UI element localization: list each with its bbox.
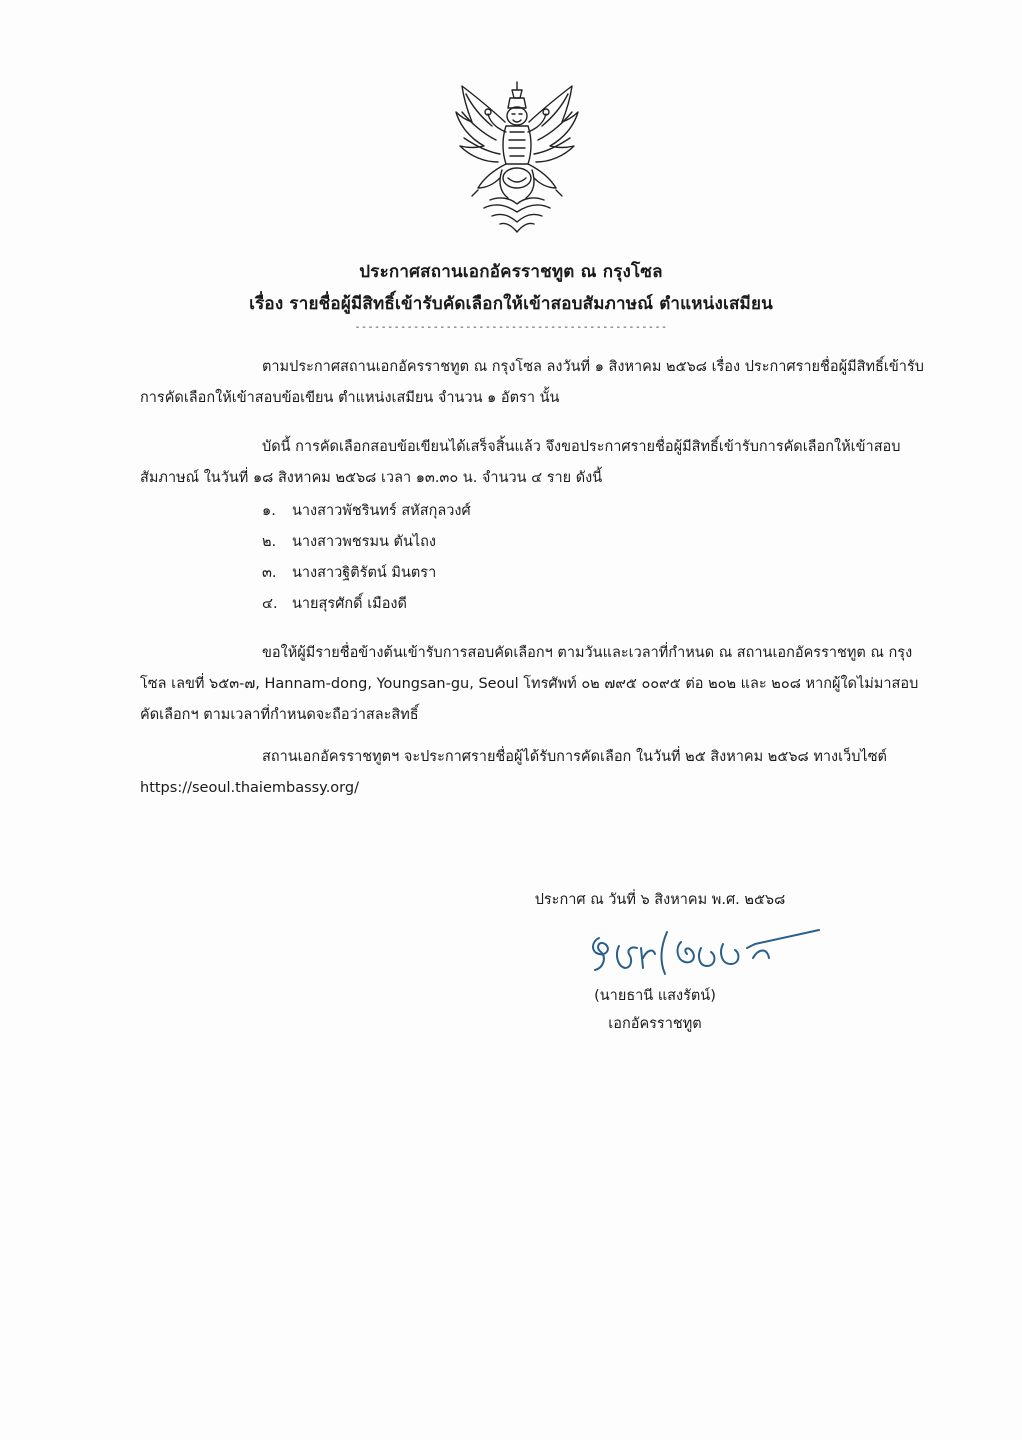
list-item-name: นางสาวฐิติรัตน์ มินตรา — [292, 565, 437, 581]
list-item-name: นางสาวพชรมน ตันไถง — [292, 534, 437, 550]
announcement-subject: เรื่อง รายชื่อผู้มีสิทธิ์เข้ารับคัดเลือกให้เข้าสอบสัมภาษณ์ ตำแหน่งเสมียน — [249, 294, 773, 314]
paragraph-results-notice-text: สถานเอกอัครราชทูตฯ จะประกาศรายชื่อผู้ได้รับการคัดเลือก ในวันที่ ๒๕ สิงหาคม ๒๕๖๘ ทางเว็บไซต์ https://seoul.thaiembassy.org/ — [140, 749, 887, 796]
paragraph-instructions-text: ขอให้ผู้มีรายชื่อข้างต้นเข้ารับการสอบคัดเลือกฯ ตามวันและเวลาที่กำหนด ณ สถานเอกอัครราชทูต ณ กรุงโซล เลขที่ ๖๕๓-๗, Hannam-dong, Youngsan-gu, Seoul โทรศัพท์ ๐๒ ๗๙๕ ๐๐๙๕ ต่อ ๒๐๒ และ ๒๐๘ หากผู้ใดไม่มาสอบคัดเลือกฯ ตามเวลาที่กำหนดจะถือว่าสละสิทธิ์ — [140, 645, 919, 723]
list-item — [262, 527, 471, 558]
paragraph-reference — [140, 352, 935, 414]
list-item-number: ๒. — [262, 534, 277, 550]
announcement-title: ประกาศสถานเอกอัครราชทูต ณ กรุงโซล — [359, 262, 663, 282]
list-item — [262, 558, 471, 589]
paragraph-announcement — [140, 432, 935, 494]
paragraph-announcement-text: บัดนี้ การคัดเลือกสอบข้อเขียนได้เสร็จสิ้นแล้ว จึงขอประกาศรายชื่อผู้มีสิทธิ์เข้ารับการคัดเลือกให้เข้าสอบสัมภาษณ์ ในวันที่ ๑๘ สิงหาคม ๒๕๖๘ เวลา ๑๓.๓๐ น. จำนวน ๔ ราย ดังนี้ — [140, 439, 901, 486]
garuda-emblem-icon — [450, 78, 585, 238]
signatory-name: (นายธานี แสงรัตน์) — [594, 988, 716, 1004]
paragraph-reference-text: ตามประกาศสถานเอกอัครราชทูต ณ กรุงโซล ลงวันที่ ๑ สิงหาคม ๒๕๖๘ เรื่อง ประกาศรายชื่อผู้มีสิทธิ์เข้ารับการคัดเลือกให้เข้าสอบข้อเขียน ตำแหน่งเสมียน จำนวน ๑ อัตรา นั้น — [140, 359, 924, 406]
signatory-position: เอกอัครราชทูต — [608, 1016, 702, 1032]
candidate-list — [262, 496, 471, 620]
divider-line: ------------------------------------------------ — [354, 322, 668, 333]
paragraph-instructions — [140, 638, 935, 731]
list-item — [262, 589, 471, 620]
announcement-date: ประกาศ ณ วันที่ ๖ สิงหาคม พ.ศ. ๒๕๖๘ — [534, 892, 786, 908]
list-item — [262, 496, 471, 527]
paragraph-results-notice — [140, 742, 935, 804]
list-item-number: ๑. — [262, 503, 276, 519]
handwritten-signature — [585, 918, 835, 982]
list-item-number: ๔. — [262, 596, 278, 612]
list-item-number: ๓. — [262, 565, 277, 581]
list-item-name: นางสาวพัชรินทร์ สหัสกุลวงศ์ — [292, 503, 471, 519]
list-item-name: นายสุรศักดิ์ เมืองดี — [292, 596, 407, 612]
